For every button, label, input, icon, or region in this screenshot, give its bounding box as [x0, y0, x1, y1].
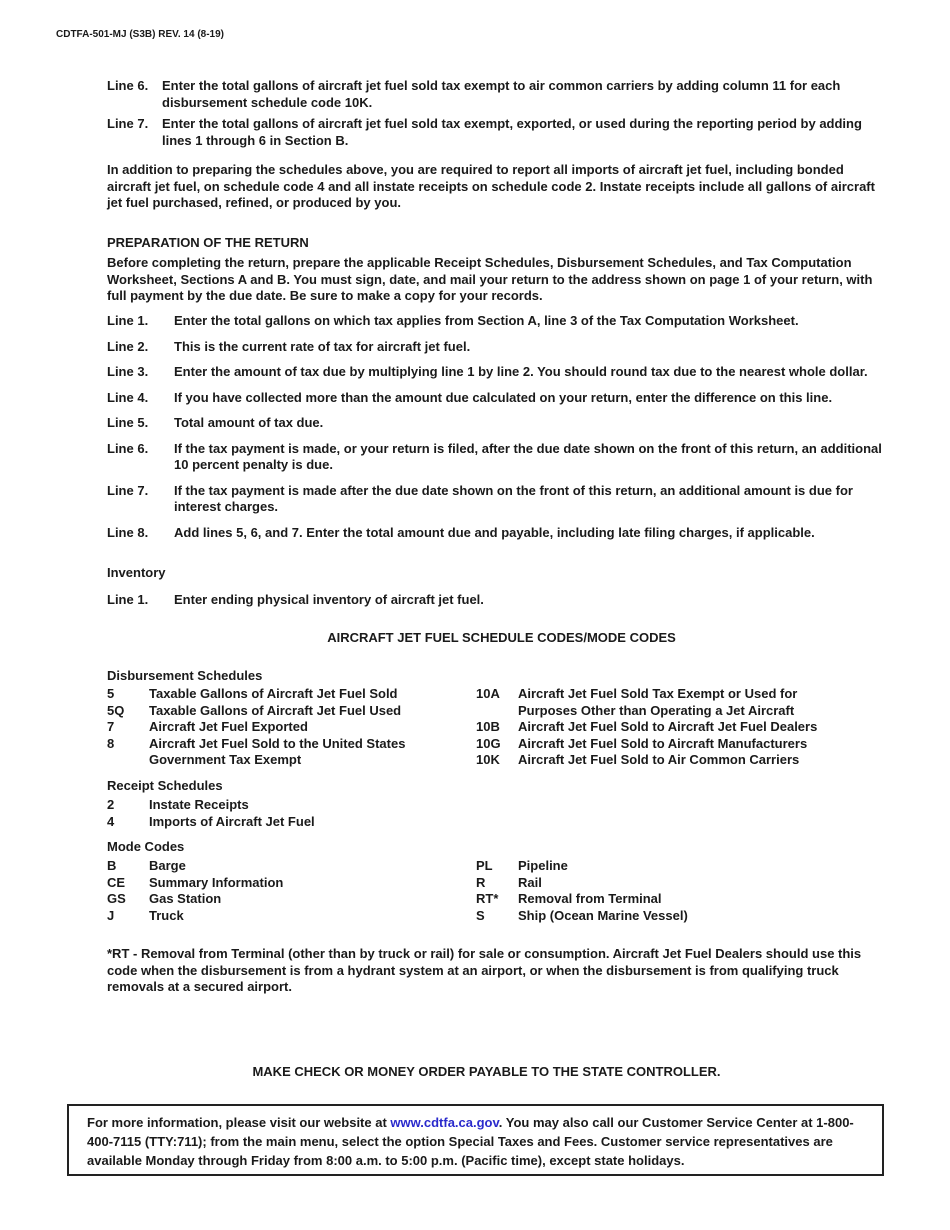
code-desc: Barge [149, 858, 186, 873]
code: RT* [476, 891, 499, 906]
line-text: Enter the total gallons on which tax applies from Section A, line 3 of the Tax Computation Worksheet. [174, 313, 799, 328]
prep-line-4 [107, 390, 887, 407]
prep-line-5 [107, 415, 887, 432]
rt-note: *RT - Removal from Terminal (other than by truck or rail) for sale or consumption. Aircraft Jet Fuel Dealers should use this code when the disbursement is from a hydrant system at an airport, or when the disbursement is from qualifying truck removals at a secured airport. [107, 946, 862, 994]
code: 2 [107, 797, 115, 812]
disbursement-right [476, 686, 836, 769]
code: S [476, 907, 485, 923]
line-label: Line 6. [107, 78, 149, 93]
line-text: If you have collected more than the amount due calculated on your return, enter the difference on this line. [174, 389, 833, 405]
prep-line-7 [107, 483, 887, 516]
code: 5Q [107, 702, 125, 718]
receipt-list [107, 797, 437, 830]
codes-title: AIRCRAFT JET FUEL SCHEDULE CODES/MODE CODES [327, 630, 676, 645]
disbursement-left [107, 686, 437, 769]
inventory-line-1 [107, 592, 887, 609]
payable-notice: MAKE CHECK OR MONEY ORDER PAYABLE TO THE STATE CONTROLLER. [252, 1064, 721, 1079]
line-text: Enter the total gallons of aircraft jet fuel sold tax exempt, exported, or used during the reporting period by adding lines 1 through 6 in Section B. [162, 116, 862, 148]
code-row [476, 891, 836, 908]
code-row [476, 686, 836, 719]
line-label: Line 2. [107, 338, 149, 354]
code-desc: Truck [149, 907, 184, 923]
code-desc: Ship (Ocean Marine Vessel) [518, 907, 688, 923]
prep-line-6 [107, 441, 887, 474]
code: CE [107, 874, 126, 890]
line-text: Add lines 5, 6, and 7. Enter the total amount due and payable, including late filing charges, if applicable. [174, 524, 815, 540]
code-row [476, 736, 836, 753]
section-b-line-6 [107, 78, 887, 111]
code-row [476, 858, 836, 875]
code-desc: Imports of Aircraft Jet Fuel [149, 813, 315, 829]
disbursement-heading: Disbursement Schedules [107, 668, 263, 683]
prep-line-3 [107, 364, 887, 381]
website-link[interactable]: www.cdtfa.ca.gov [390, 1115, 499, 1130]
code-desc: Aircraft Jet Fuel Sold to Aircraft Manufacturers [518, 735, 808, 751]
code: 4 [107, 813, 115, 829]
code: R [476, 874, 486, 890]
code-desc: Rail [518, 874, 542, 890]
code-desc: Aircraft Jet Fuel Sold to Air Common Carriers [518, 752, 800, 767]
prep-line-8 [107, 525, 887, 542]
code-desc: Removal from Terminal [518, 891, 662, 906]
line-text: Enter the total gallons of aircraft jet fuel sold tax exempt to air common carriers by adding column 11 for each disbursement schedule code 10K. [162, 78, 841, 110]
code-row [107, 686, 437, 703]
code-row [107, 908, 437, 925]
section-b-lines [107, 78, 887, 149]
line-label: Line 7. [107, 482, 149, 498]
code: PL [476, 858, 493, 873]
line-label: Line 8. [107, 524, 149, 540]
code-row [476, 875, 836, 892]
form-id: CDTFA-501-MJ (S3B) REV. 14 (8-19) [56, 29, 225, 40]
code-row [107, 736, 437, 769]
code: 10B [476, 719, 500, 734]
contact-info-box [67, 1104, 884, 1176]
preparation-heading: PREPARATION OF THE RETURN [107, 235, 309, 250]
code-desc: Summary Information [149, 874, 284, 890]
line-label: Line 6. [107, 440, 149, 456]
line-text: This is the current rate of tax for aircraft jet fuel. [174, 338, 471, 354]
code-desc: Taxable Gallons of Aircraft Jet Fuel Sold [149, 686, 398, 701]
line-text: If the tax payment is made after the due date shown on the front of this return, an additional amount is due for interest charges. [174, 482, 853, 514]
code-row [476, 752, 836, 769]
contact-text-post: . You may also call our Customer Service Center at 1-800-400-7115 (TTY:711); from the main menu, select the option Special Taxes and Fees. Customer service representatives are available Monday through Friday from 8:00 a.m. to 5:00 p.m. (Pacific time), except state holidays. [87, 1115, 854, 1168]
code-desc: Pipeline [518, 858, 568, 873]
mode-left [107, 858, 437, 924]
mode-heading: Mode Codes [107, 839, 185, 854]
line-text: Enter the amount of tax due by multiplying line 1 by line 2. You should round tax due to the nearest whole dollar. [174, 364, 868, 379]
preparation-lines [107, 313, 887, 541]
code: 10A [476, 686, 500, 701]
prep-line-2 [107, 339, 887, 356]
code-desc: Taxable Gallons of Aircraft Jet Fuel Used [149, 702, 402, 718]
line-label: Line 5. [107, 415, 149, 430]
line-text: Enter ending physical inventory of aircraft jet fuel. [174, 592, 484, 607]
code-desc: Aircraft Jet Fuel Sold to the United States Government Tax Exempt [149, 735, 406, 767]
inventory-heading: Inventory [107, 565, 166, 580]
code-row [107, 814, 437, 831]
inventory-line [107, 592, 887, 609]
line-label: Line 7. [107, 116, 149, 131]
code-desc: Aircraft Jet Fuel Sold Tax Exempt or Used for Purposes Other than Operating a Jet Aircraft [518, 686, 798, 718]
prep-line-1 [107, 313, 887, 330]
contact-text-pre: For more information, please visit our website at [87, 1115, 391, 1130]
code-row [107, 875, 437, 892]
receipt-heading: Receipt Schedules [107, 778, 223, 793]
line-label: Line 1. [107, 592, 149, 607]
code-row [107, 703, 437, 720]
section-b-line-7 [107, 116, 887, 149]
code: J [107, 907, 115, 923]
preparation-intro: Before completing the return, prepare the applicable Receipt Schedules, Disbursement Schedules, and Tax Computation Worksheet, Sections A and B. You must sign, date, and mail your return to the address shown on page 1 of your return, with full payment by the due date. Be sure to make a copy for your records. [107, 255, 873, 303]
imports-paragraph: In addition to preparing the schedules above, you are required to report all imports of aircraft jet fuel, including bonded aircraft jet fuel, on schedule code 4 and all instate receipts on schedule code 2. Instate receipts include all gallons of aircraft jet fuel purchased, refined, or produced by you. [107, 162, 875, 210]
code: 10K [476, 752, 500, 767]
code-row [107, 891, 437, 908]
code-row [107, 719, 437, 736]
line-label: Line 1. [107, 313, 149, 328]
code: 7 [107, 719, 115, 734]
line-text: If the tax payment is made, or your return is filed, after the due date shown on the front of this return, an additional 10 percent penalty is due. [174, 440, 882, 472]
line-text: Total amount of tax due. [174, 415, 324, 430]
code: 5 [107, 686, 115, 701]
code-desc: Gas Station [149, 891, 222, 906]
code: GS [107, 891, 126, 906]
line-label: Line 4. [107, 389, 149, 405]
code-desc: Aircraft Jet Fuel Exported [149, 719, 308, 734]
code-desc: Instate Receipts [149, 797, 249, 812]
code-row [476, 908, 836, 925]
code: 8 [107, 735, 115, 751]
code-row [107, 858, 437, 875]
code-row [107, 797, 437, 814]
code-row [476, 719, 836, 736]
code: B [107, 858, 117, 873]
code-desc: Aircraft Jet Fuel Sold to Aircraft Jet Fuel Dealers [518, 719, 818, 734]
mode-right [476, 858, 836, 924]
code: 10G [476, 735, 501, 751]
line-label: Line 3. [107, 364, 149, 379]
